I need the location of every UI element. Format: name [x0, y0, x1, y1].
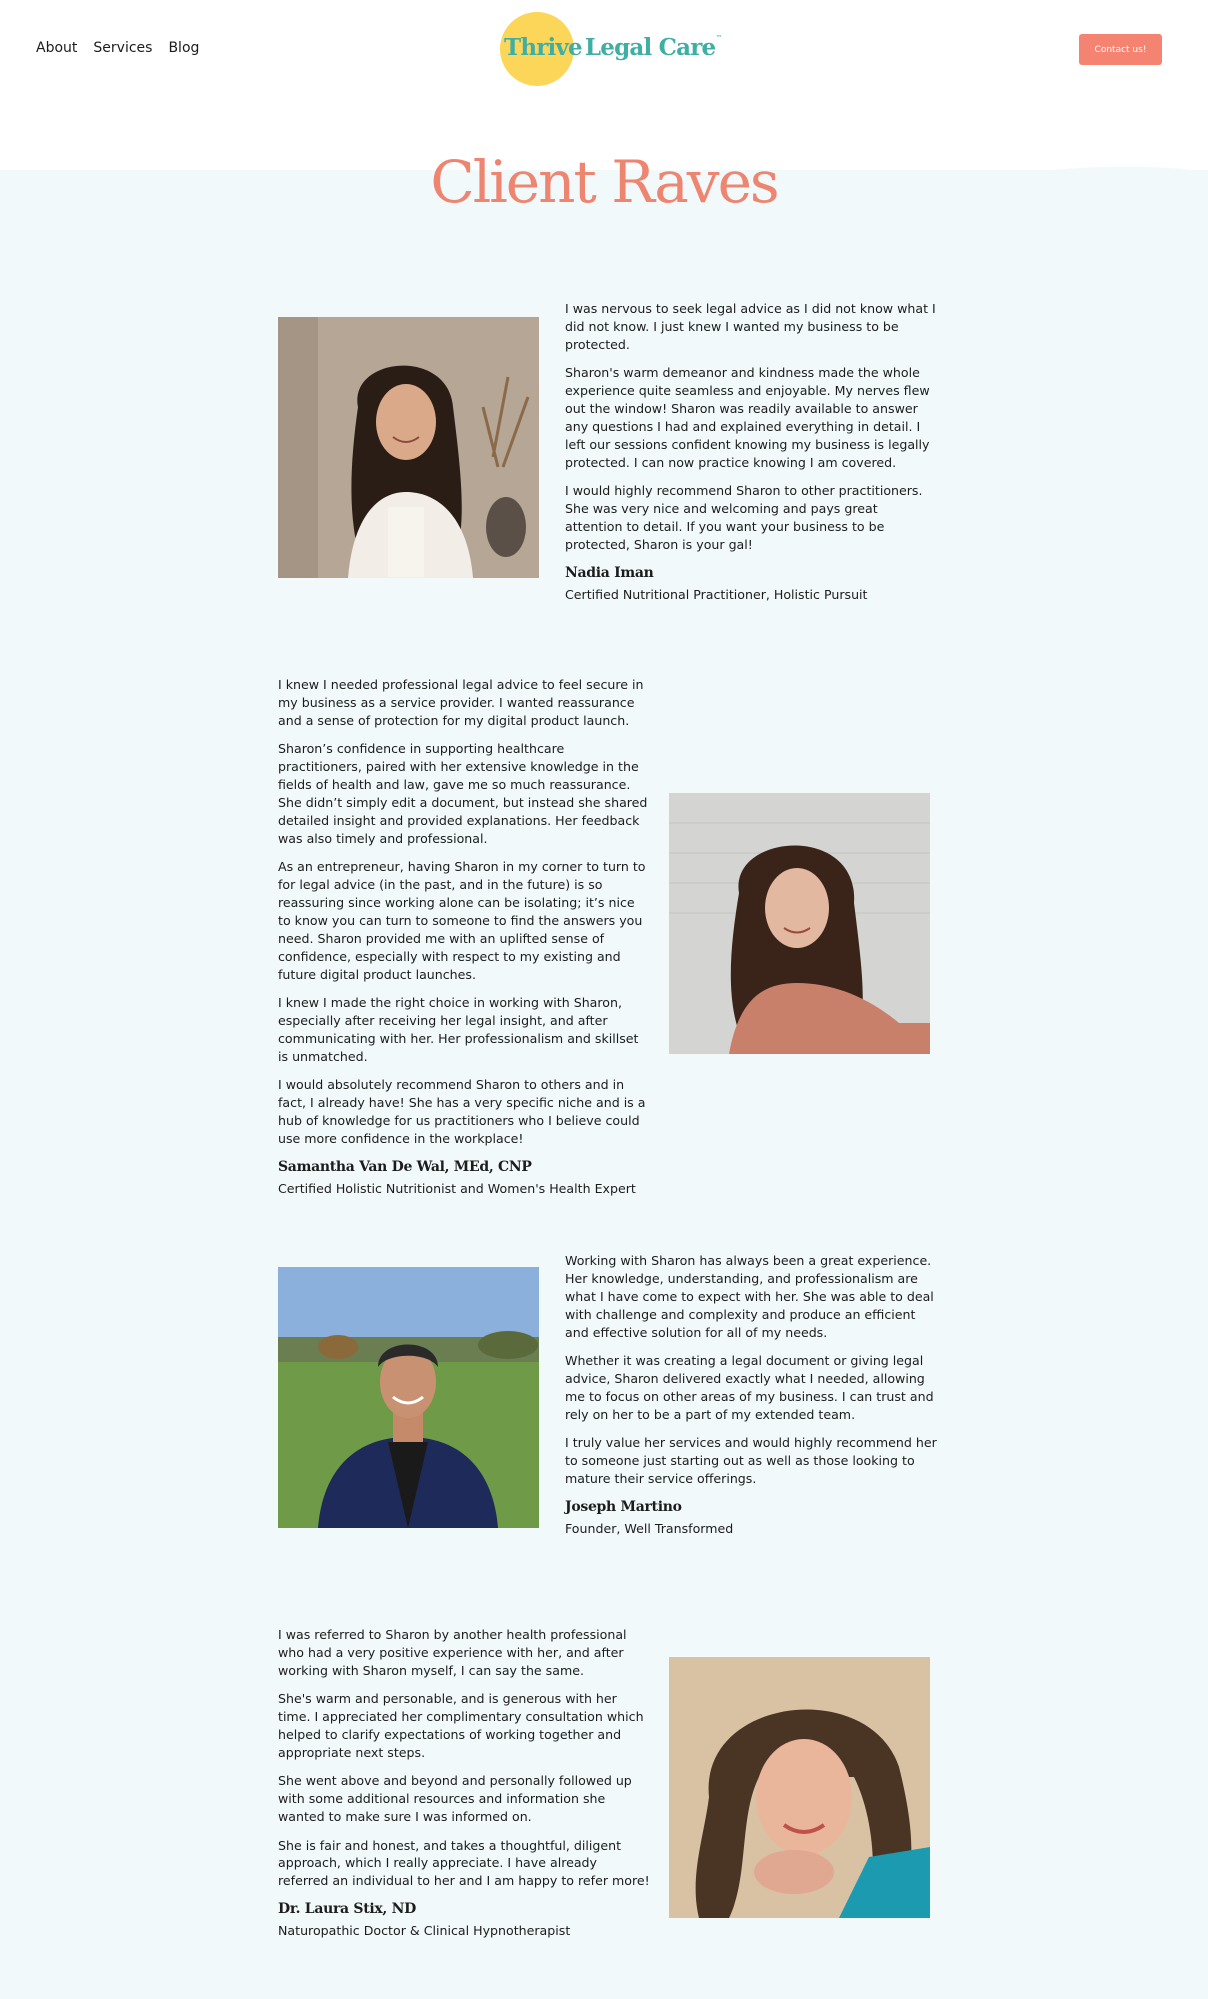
testimonial-paragraph: I would absolutely recommend Sharon to others and in fact, I already have! She has a very specific niche and is a hub of knowledge for us practitioners who I believe could use more confidence in the workplace! [278, 1077, 646, 1146]
logo-word-legal-care: Legal Care [584, 34, 716, 61]
testimonial-author-name: Nadia Iman [565, 564, 654, 581]
testimonial-author-role: Founder, Well Transformed [565, 1520, 734, 1536]
testimonial-card [278, 300, 936, 602]
testimonial-paragraph: As an entrepreneur, having Sharon in my corner to turn to for legal advice (in the past, and in the future) is so reassuring since working alone can be isolating; it’s nice to know you can turn to someone to find the answers you need. Sharon provided me with an uplifted sense of confidence, especially with respect to my existing and future digital product launches. [278, 859, 646, 982]
testimonial-paragraph: Sharon's warm demeanor and kindness made the whole experience quite seamless and enjoyable. My nerves flew out the window! Sharon was readily available to answer any questions I had and explained everything in detail. I left our sessions confident knowing my business is legally protected. I can now practice knowing I am covered. [565, 365, 930, 470]
site-logo[interactable] [500, 12, 722, 88]
nav-item-blog[interactable]: Blog [168, 40, 200, 56]
client-photo [669, 793, 930, 1054]
testimonial-author-role: Naturopathic Doctor & Clinical Hypnotherapist [278, 1923, 571, 1939]
logo-text [504, 34, 722, 61]
logo-trademark: ™ [715, 34, 722, 42]
testimonial-text [278, 1626, 650, 1940]
client-photo [278, 1267, 539, 1528]
testimonial-author-role: Certified Holistic Nutritionist and Women's Health Expert [278, 1180, 636, 1196]
testimonial-card [278, 676, 931, 1196]
testimonial-paragraph: I was referred to Sharon by another health professional who had a very positive experience with her, and after working with Sharon myself, I can say the same. [278, 1627, 627, 1678]
testimonial-paragraph: I truly value her services and would highly recommend her to someone just starting out as well as those looking to mature their service offerings. [565, 1435, 937, 1486]
logo-word-thrive: Thrive [504, 34, 582, 61]
testimonial-author-name: Joseph Martino [565, 1498, 682, 1515]
testimonial-text [278, 676, 650, 1198]
client-photo-image [278, 1267, 539, 1528]
testimonial-text [565, 1252, 937, 1538]
testimonial-paragraph: I would highly recommend Sharon to other practitioners. She was very nice and welcoming and pays great attention to detail. If you want your business to be protected, Sharon is your gal! [565, 483, 923, 552]
testimonial-paragraph: I knew I made the right choice in working with Sharon, especially after receiving her legal insight, and after communicating with her. Her professionalism and skillset is unmatched. [278, 995, 639, 1064]
testimonial-card [278, 1252, 937, 1542]
testimonial-paragraph: She's warm and personable, and is generous with her time. I appreciated her complimentary consultation which helped to clarify expectations of working together and appropriate next steps. [278, 1691, 644, 1760]
client-photo-image [669, 1657, 930, 1918]
testimonial-paragraph: Working with Sharon has always been a great experience. Her knowledge, understanding, and professionalism are what I have come to expect with her. She was able to deal with challenge and complexity and produce an efficient and effective solution for all of my needs. [565, 1253, 934, 1340]
testimonial-author-name: Samantha Van De Wal, MEd, CNP [278, 1158, 532, 1175]
client-photo [669, 1657, 930, 1918]
testimonial-paragraph: I was nervous to seek legal advice as I did not know what I did not know. I just knew I wanted my business to be protected. [565, 301, 936, 352]
page-title: Client Raves [430, 148, 778, 216]
testimonial-paragraph: I knew I needed professional legal advice to feel secure in my business as a service provider. I wanted reassurance and a sense of protection for my digital product launch. [278, 677, 644, 728]
testimonial-paragraph: She went above and beyond and personally followed up with some additional resources and information she wanted to make sure I was informed on. [278, 1773, 632, 1825]
testimonial-text [565, 300, 937, 604]
testimonial-author-role: Certified Nutritional Practitioner, Holistic Pursuit [565, 586, 868, 602]
testimonial-paragraph: Whether it was creating a legal document or giving legal advice, Sharon delivered exactly what I needed, allowing me to focus on other areas of my business. I can trust and rely on her to be a part of my extended team. [565, 1353, 934, 1422]
testimonial-author-name: Dr. Laura Stix, ND [278, 1901, 416, 1918]
testimonial-paragraph: She is fair and honest, and takes a thoughtful, diligent approach, which I really appreciate. I have already referred an individual to her and I am happy to refer more! [278, 1837, 650, 1889]
main-nav [36, 40, 199, 56]
testimonial-paragraph: Sharon’s confidence in supporting healthcare practitioners, paired with her extensive knowledge in the fields of health and law, gave me so much reassurance. She didn’t simply edit a document, but instead she shared detailed insight and provided explanations. Her feedback was also timely and professional. [278, 741, 648, 846]
testimonial-card [278, 1626, 931, 1946]
contact-us-button[interactable]: Contact us! [1079, 34, 1162, 65]
nav-item-services[interactable]: Services [93, 40, 153, 56]
client-photo [278, 317, 539, 578]
client-photo-image [278, 317, 539, 578]
nav-item-about[interactable]: About [36, 40, 78, 56]
client-photo-image [669, 793, 930, 1054]
